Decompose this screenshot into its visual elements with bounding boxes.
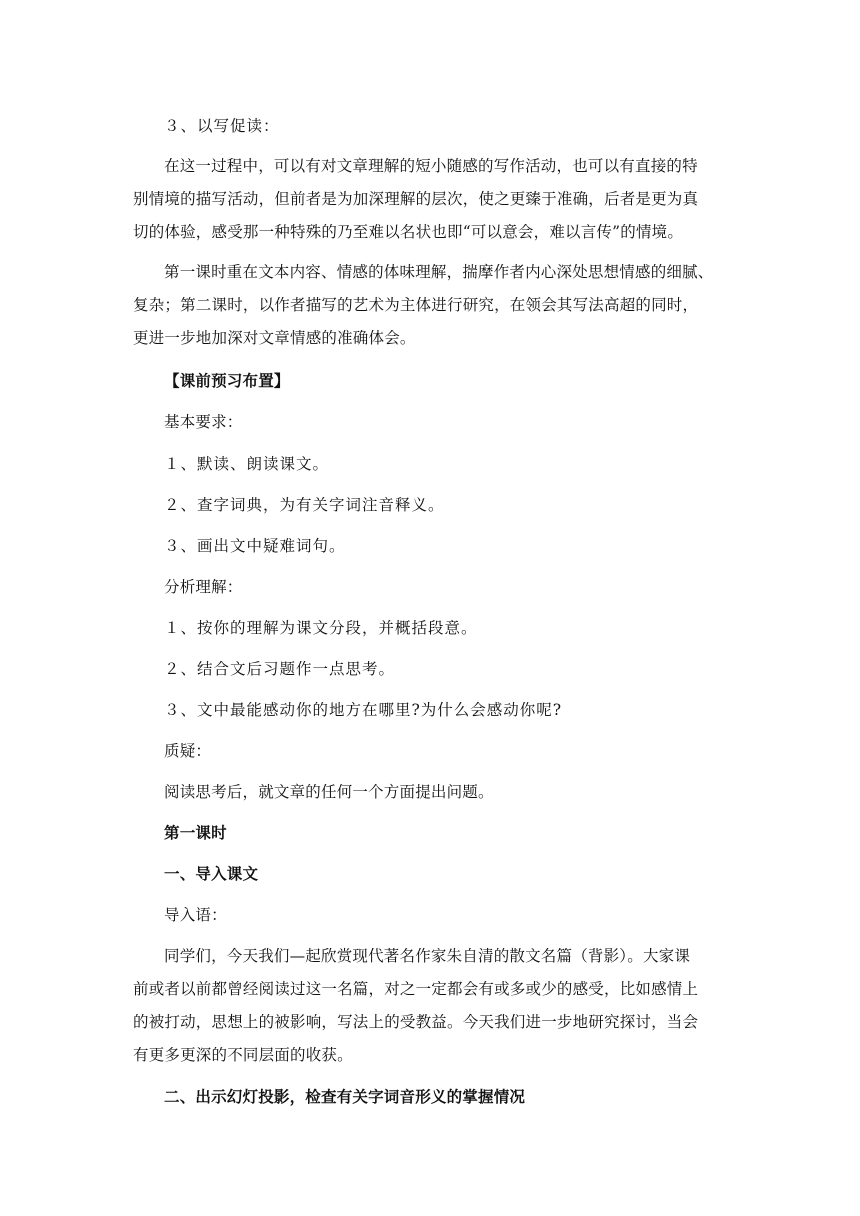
- question-text: 阅读思考后，就文章的任何一个方面提出问题。: [164, 783, 494, 801]
- label-basic-requirements: 基本要求：: [164, 413, 243, 431]
- paragraph-line: 别情境的描写活动，但前者是为加深理解的层次，使之更臻于准确，后者是更为真: [133, 190, 699, 208]
- list-item: １、默读、朗读课文。: [164, 455, 330, 473]
- paragraph-line: 在这一过程中，可以有对文章理解的短小随感的写作活动，也可以有直接的特: [164, 157, 698, 175]
- label-analysis: 分析理解：: [164, 578, 243, 596]
- paragraph-line: 同学们，今天我们—起欣赏现代著名作家朱自清的散文名篇（背影）。大家课: [164, 947, 691, 965]
- list-item: ３、文中最能感动你的地方在哪里?为什么会感动你呢?: [164, 701, 563, 719]
- label-intro-speech: 导入语：: [164, 906, 227, 924]
- list-item: ３、画出文中疑难词句。: [164, 537, 346, 555]
- heading-lesson-one: 第一课时: [164, 824, 227, 842]
- paragraph-line: 前或者以前都曾经阅读过这一名篇，对之一定都会有或多或少的感受，比如感情上: [133, 980, 699, 998]
- paragraph-line: 的被打动，思想上的被影响，写法上的受教益。今天我们进一步地研究探讨，当会: [133, 1013, 699, 1031]
- section-heading-write-promote-read: ３、以写促读：: [164, 117, 280, 135]
- list-item: ２、查字词典，为有关字词注音释义。: [164, 496, 445, 514]
- list-item: １、按你的理解为课文分段，并概括段意。: [164, 619, 478, 637]
- list-item: ２、结合文后习题作一点思考。: [164, 660, 396, 678]
- heading-preview-assignment: 【课前预习布置】: [164, 372, 290, 390]
- paragraph-line: 切的体验，感受那一种特殊的乃至难以名状也即“可以意会，难以言传”的情境。: [133, 223, 684, 241]
- label-question: 质疑：: [164, 742, 212, 760]
- paragraph-line: 复杂；第二课时，以作者描写的艺术为主体进行研究，在领会其写法高超的同时，: [133, 296, 699, 314]
- paragraph-line: 有更多更深的不同层面的收获。: [133, 1046, 353, 1064]
- paragraph-line: 更进一步地加深对文章情感的准确体会。: [133, 329, 416, 347]
- heading-introduction: 一、导入课文: [164, 865, 259, 883]
- paragraph-line: 第一课时重在文本内容、情感的体味理解，揣摩作者内心深处思想情感的细腻、: [164, 263, 714, 281]
- heading-slides-check: 二、出示幻灯投影，检查有关字词音形义的掌握情况: [164, 1088, 526, 1106]
